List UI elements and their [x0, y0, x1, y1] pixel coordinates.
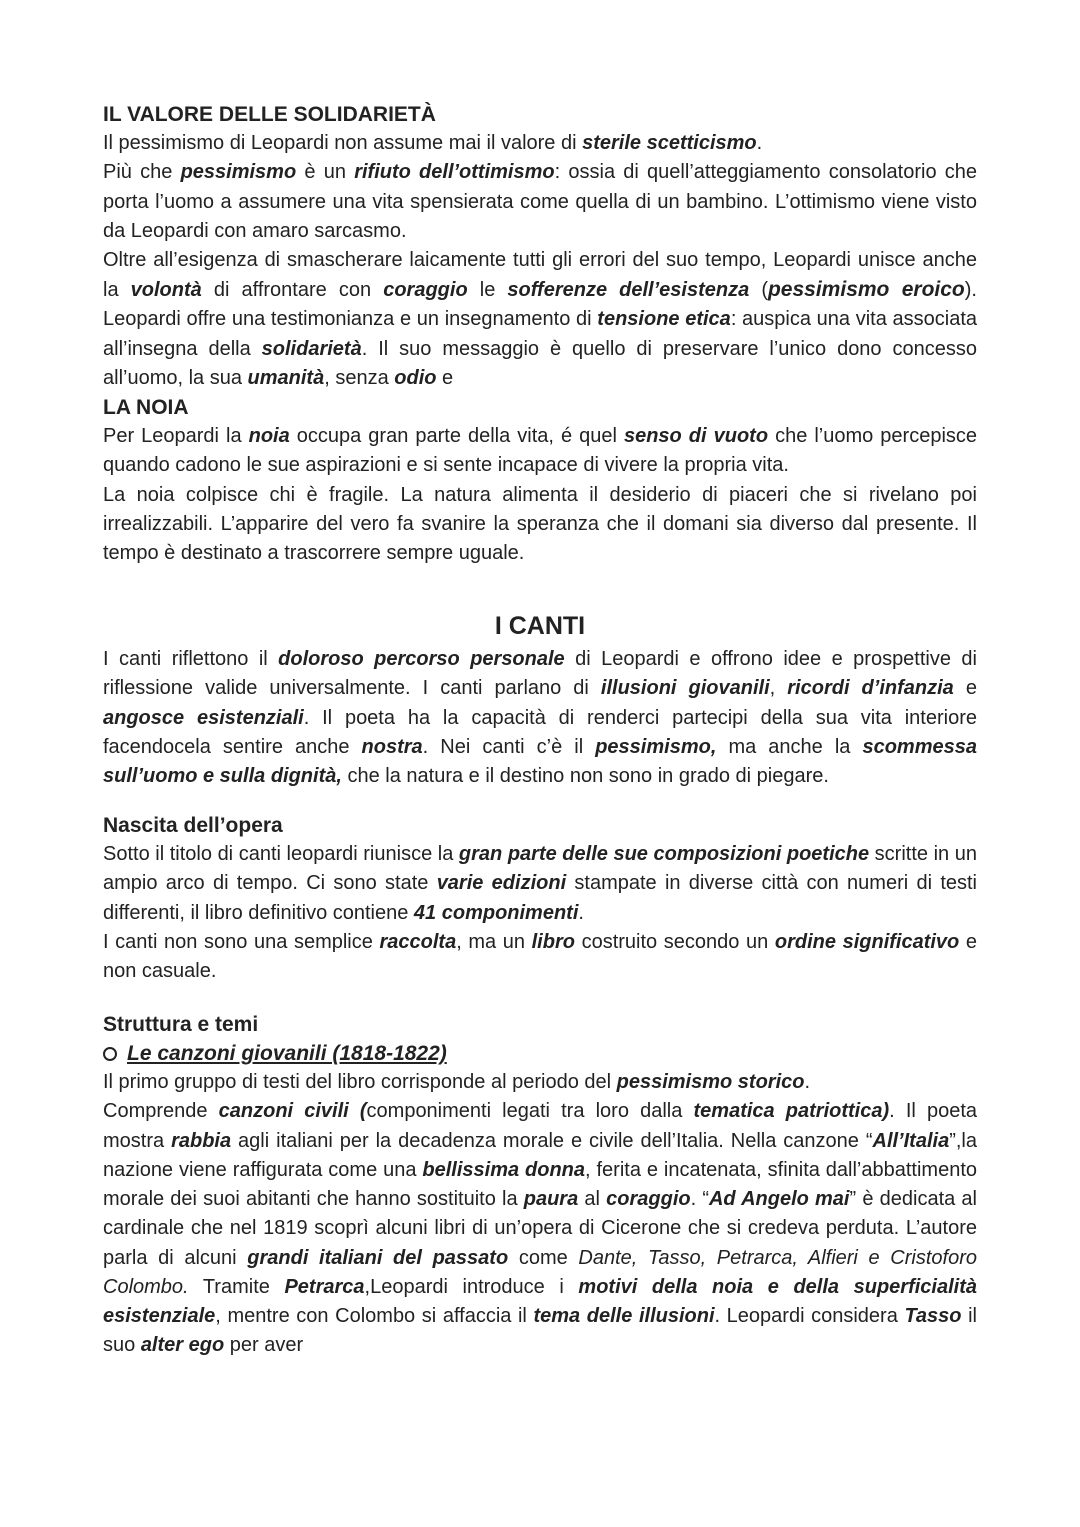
section-title-noia: LA NOIA — [103, 396, 189, 420]
section-title-solidarieta: IL VALORE DELLE SOLIDARIETÀ — [103, 103, 436, 126]
paragraph: I canti non sono una semplice raccolta, ma un libro costruito secondo un ordine significativo e non casuale. — [103, 930, 978, 983]
list-item-label: Le canzoni giovanili (1818-1822) — [127, 1042, 447, 1066]
bullet-circle-icon — [103, 1047, 117, 1061]
paragraph: Oltre all’esigenza di smascherare laicamente tutti gli errori del suo tempo, Leopardi unisce anche la volontà di affrontare con coraggio le sofferenze dell’esistenza (pessimismo eroico). Leopardi offre una testimonianza e un insegnamento di tensione etica: auspica una vita associata all’insegna della solidarietà. Il suo messaggio è quello di preservare l’unico dono concesso all’uomo, la sua umanità, senza odio e — [103, 249, 978, 389]
paragraph: La noia colpisce chi è fragile. La natura alimenta il desiderio di piaceri che si rivelano poi irrealizzabili. L’apparire del vero fa svanire la speranza che il domani sia diverso dal presente. Il tempo è destinato a trascorrere sempre uguale. — [103, 483, 977, 565]
paragraph: Più che pessimismo è un rifiuto dell’ottimismo: ossia di quell’atteggiamento consolatorio che porta l’uomo a assumere una vita spensierata come quella di un bambino. L’ottimismo viene visto da Leopardi con amaro sarcasmo. — [103, 161, 978, 242]
subsection-title-nascita: Nascita dell’opera — [103, 814, 283, 838]
paragraph: Il pessimismo di Leopardi non assume mai il valore di sterile scetticismo. — [103, 132, 763, 155]
paragraph: Comprende canzoni civili (componimenti legati tra loro dalla tematica patriottica). Il poeta mostra rabbia agli italiani per la decadenza morale e civile dell’Italia. Nella canzone “All’Italia”,la nazione viene raffigurata come una bellissima donna, ferita e incatenata, sfinita dall’abbattimento morale dei suoi abitanti che hanno sostituito la paura al coraggio. “Ad Angelo mai” è dedicata al cardinale che nel 1819 scoprì alcuni libri di un’opera di Cicerone che si credeva perduta. L’autore parla di alcuni grandi italiani del passato come Dante, Tasso, Petrarca, Alfieri e Cristoforo Colombo. Tramite Petrarca,Leopardi introduce i motivi della noia e della superficialità esistenziale, mentre con Colombo si affaccia il tema delle illusioni. Leopardi considera Tasso il suo alter ego per aver — [103, 1100, 978, 1357]
list-item — [103, 1039, 977, 1068]
paragraph: Per Leopardi la noia occupa gran parte della vita, é quel senso di vuoto che l’uomo percepisce quando cadono le sue aspirazioni e si sente incapace di vivere la propria vita. — [103, 425, 978, 477]
paragraph: I canti riflettono il doloroso percorso personale di Leopardi e offrono idee e prospettive di riflessione valide universalmente. I canti parlano di illusioni giovanili, ricordi d’infanzia e angosce esistenziali. Il poeta ha la capacità di renderci partecipi della sua vita interiore facendocela sentire anche nostra. Nei canti c’è il pessimismo, ma anche la scommessa sull’uomo e sulla dignità, che la natura e il destino non sono in grado di piegare. — [103, 648, 977, 788]
section-title-canti: I CANTI — [494, 612, 586, 641]
paragraph: Il primo gruppo di testi del libro corrisponde al periodo del pessimismo storico. — [103, 1071, 811, 1094]
subsection-title-struttura: Struttura e temi — [103, 1013, 259, 1037]
paragraph: Sotto il titolo di canti leopardi riunisce la gran parte delle sue composizioni poetiche scritte in un ampio arco di tempo. Ci sono state varie edizioni stampate in diverse città con numeri di testi differenti, il libro definitivo contiene 41 componimenti. — [103, 843, 977, 924]
document-page — [103, 100, 977, 1360]
